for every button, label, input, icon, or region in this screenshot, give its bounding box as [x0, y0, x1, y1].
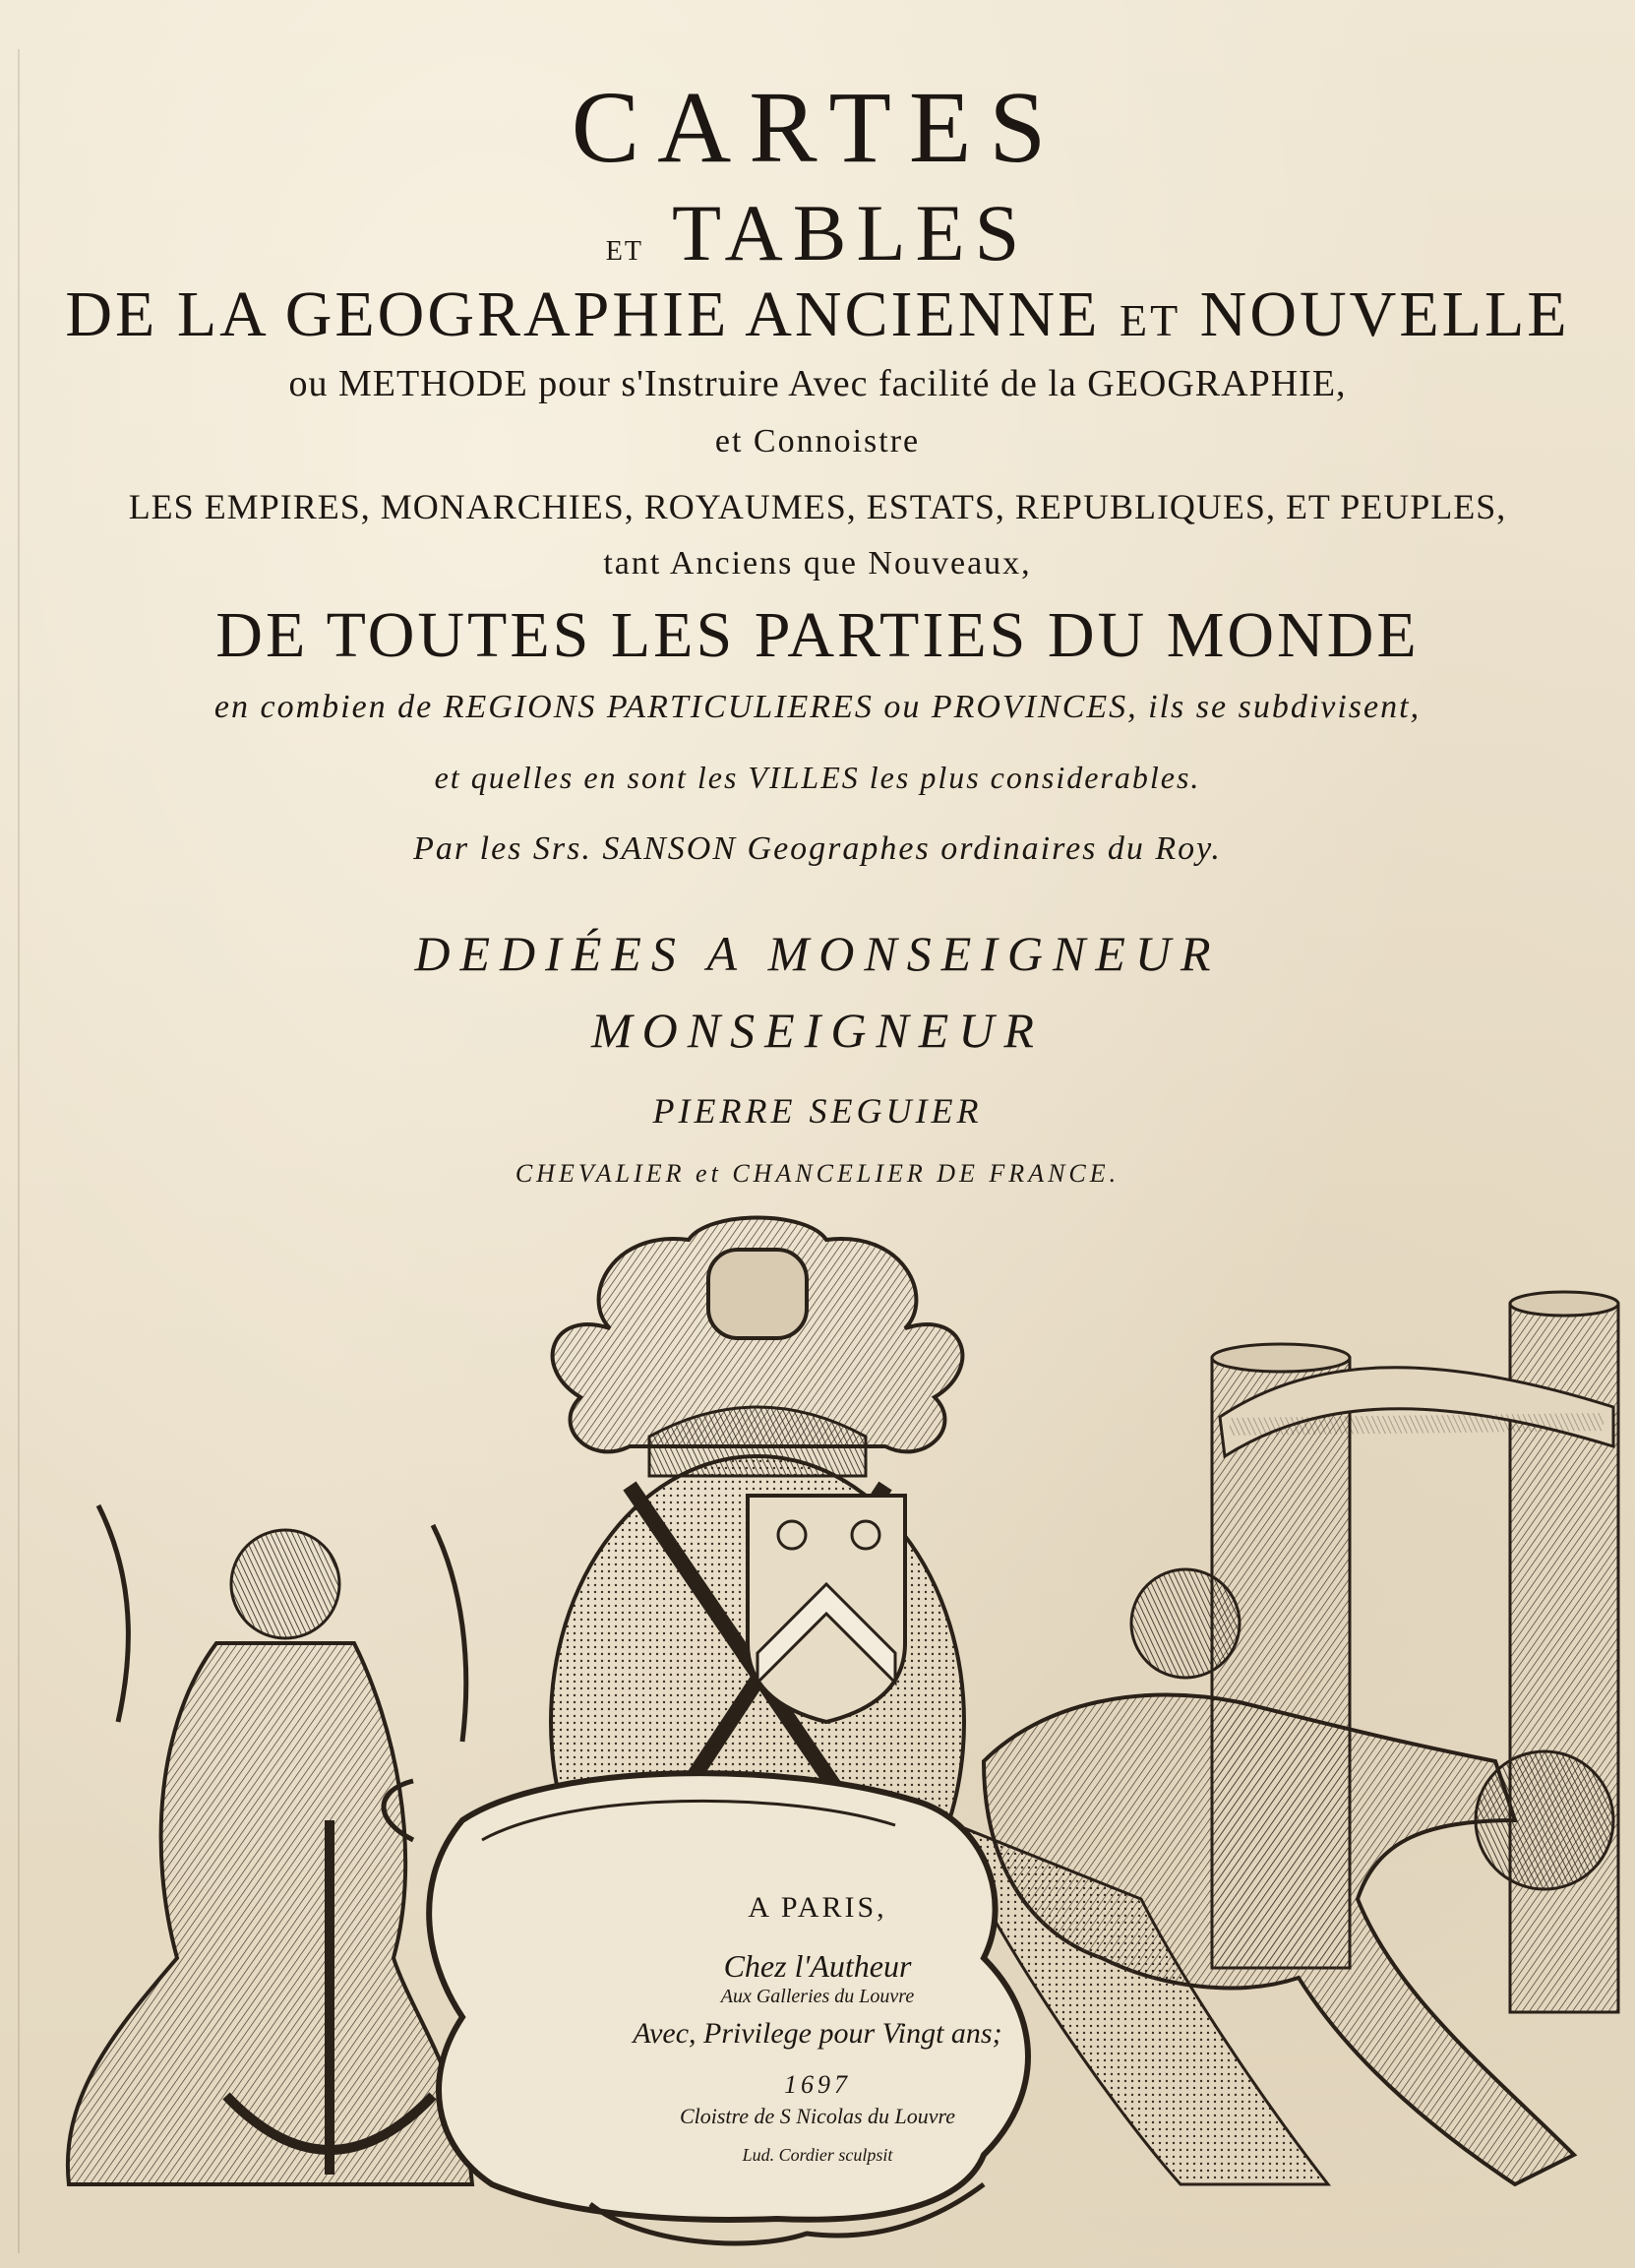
dedication-title: CHEVALIER et CHANCELIER DE FRANCE.: [515, 1159, 1120, 1188]
author-line: Par les Srs. SANSON Geographes ordinaires du Roy.: [413, 830, 1222, 867]
imprint-galleries: Aux Galleries du Louvre: [720, 1986, 915, 2007]
imprint-year: 1697: [784, 2070, 851, 2099]
subtitle-anciens: tant Anciens que Nouveaux,: [603, 545, 1032, 582]
imprint-city: A PARIS,: [748, 1891, 887, 1924]
dedication-line-2: MONSEIGNEUR: [591, 1003, 1044, 1058]
subtitle-regions: en combien de REGIONS PARTICULIERES ou PROVINCES, ils se subdivisent,: [213, 689, 1422, 725]
subtitle-villes: et quelles en sont les VILLES les plus considerables.: [434, 760, 1201, 795]
imprint-autheur: Chez l'Autheur: [723, 1948, 912, 1984]
subtitle-empires: LES EMPIRES, MONARCHIES, ROYAUMES, ESTATS, REPUBLIQUES, ET PEUPLES,: [128, 487, 1507, 526]
title-tables-line: [0, 187, 1635, 279]
imprint-address: Cloistre de S Nicolas du Louvre: [679, 2104, 956, 2128]
dedication-name: PIERRE SEGUIER: [652, 1091, 983, 1131]
title-parties-du-monde: DE TOUTES LES PARTIES DU MONDE: [215, 599, 1420, 671]
title-cartes: CARTES: [571, 71, 1064, 184]
imprint-privilege: Avec, Privilege pour Vingt ans;: [633, 2017, 1002, 2050]
title-et: et: [605, 224, 643, 269]
dedication-line-1: DEDIÉES A MONSEIGNEUR: [414, 926, 1221, 981]
engraver-signature: Lud. Cordier sculpsit: [742, 2145, 893, 2165]
cartouche-frame: [384, 1773, 1028, 2243]
subtitle-connoistre: et Connoistre: [714, 423, 921, 460]
title-tables: TABLES: [672, 188, 1030, 277]
title-geographie: DE LA GEOGRAPHIE ANCIENNE et NOUVELLE: [65, 278, 1570, 350]
subtitle-methode: ou METHODE pour s'Instruire Avec facilité de la GEOGRAPHIE,: [288, 363, 1347, 404]
